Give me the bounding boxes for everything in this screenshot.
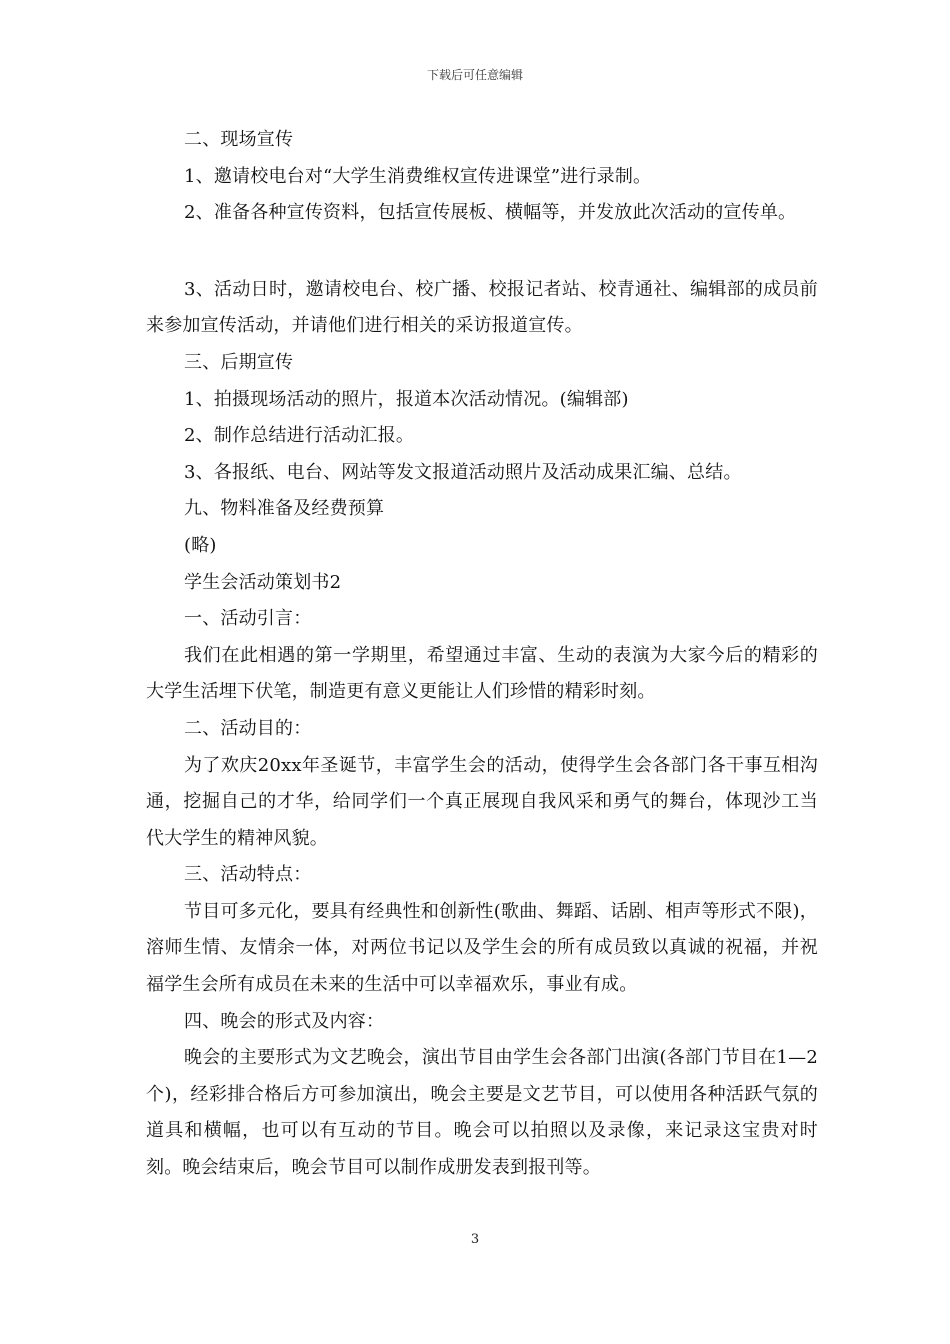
page-header: 下载后可任意编辑 [426,68,523,82]
section-heading: 二、现场宣传 [184,129,294,150]
paragraph: 3、活动日时，邀请校电台、校广播、校报记者站、校青通社、编辑部的成员前来参加宣传活动，并请他们进行相关的采访报道宣传。 [146,278,818,337]
section-heading: 三、后期宣传 [184,351,294,373]
section-heading: 一、活动引言： [184,608,312,630]
section-heading: 二、活动目的： [184,717,312,739]
document-title: 学生会活动策划书2 [184,571,342,593]
paragraph: 晚会的主要形式为文艺晚会，演出节目由学生会各部门出演(各部门节目在1—2个)，经彩排合格后方可参加演出，晚会主要是文艺节目，可以使用各种活跃气氛的道具和横幅，也可以有互动的节目。晚会可以拍照以及录像，来记录这宝贵对时刻。晚会结束后，晚会节目可以制作成册发表到报刊等。 [146,1047,818,1179]
paragraph: (略) [184,534,217,556]
blank-line [146,232,818,272]
paragraph: 2、准备各种宣传资料，包括宣传展板、横幅等，并发放此次活动的宣传单。 [184,202,797,224]
document-body [146,122,818,1187]
section-heading: 四、晚会的形式及内容： [184,1010,385,1032]
paragraph: 节目可多元化，要具有经典性和创新性(歌曲、舞蹈、话剧、相声等形式不限)，溶师生情、友情余一体，对两位书记以及学生会的所有成员致以真诚的祝福，并祝福学生会所有成员在未来的生活中可以幸福欢乐，事业有成。 [146,900,818,996]
section-heading: 九、物料准备及经费预算 [184,498,385,520]
paragraph: 2、制作总结进行活动汇报。 [184,425,415,447]
section-heading: 三、活动特点： [184,864,312,886]
paragraph: 我们在此相遇的第一学期里，希望通过丰富、生动的表演为大家今后的精彩的大学生活埋下伏笔，制造更有意义更能让人们珍惜的精彩时刻。 [146,644,818,703]
paragraph: 为了欢庆20xx年圣诞节，丰富学生会的活动，使得学生会各部门各干事互相沟通，挖掘自己的才华，给同学们一个真正展现自我风采和勇气的舞台，体现沙工当代大学生的精神风貌。 [146,754,818,849]
paragraph: 1、拍摄现场活动的照片，报道本次活动情况。(编辑部) [184,388,629,410]
paragraph: 1、邀请校电台对“大学生消费维权宣传进课堂”进行录制。 [184,165,652,187]
page-number: 3 [470,1232,480,1247]
paragraph: 3、各报纸、电台、网站等发文报道活动照片及活动成果汇编、总结。 [184,461,742,483]
